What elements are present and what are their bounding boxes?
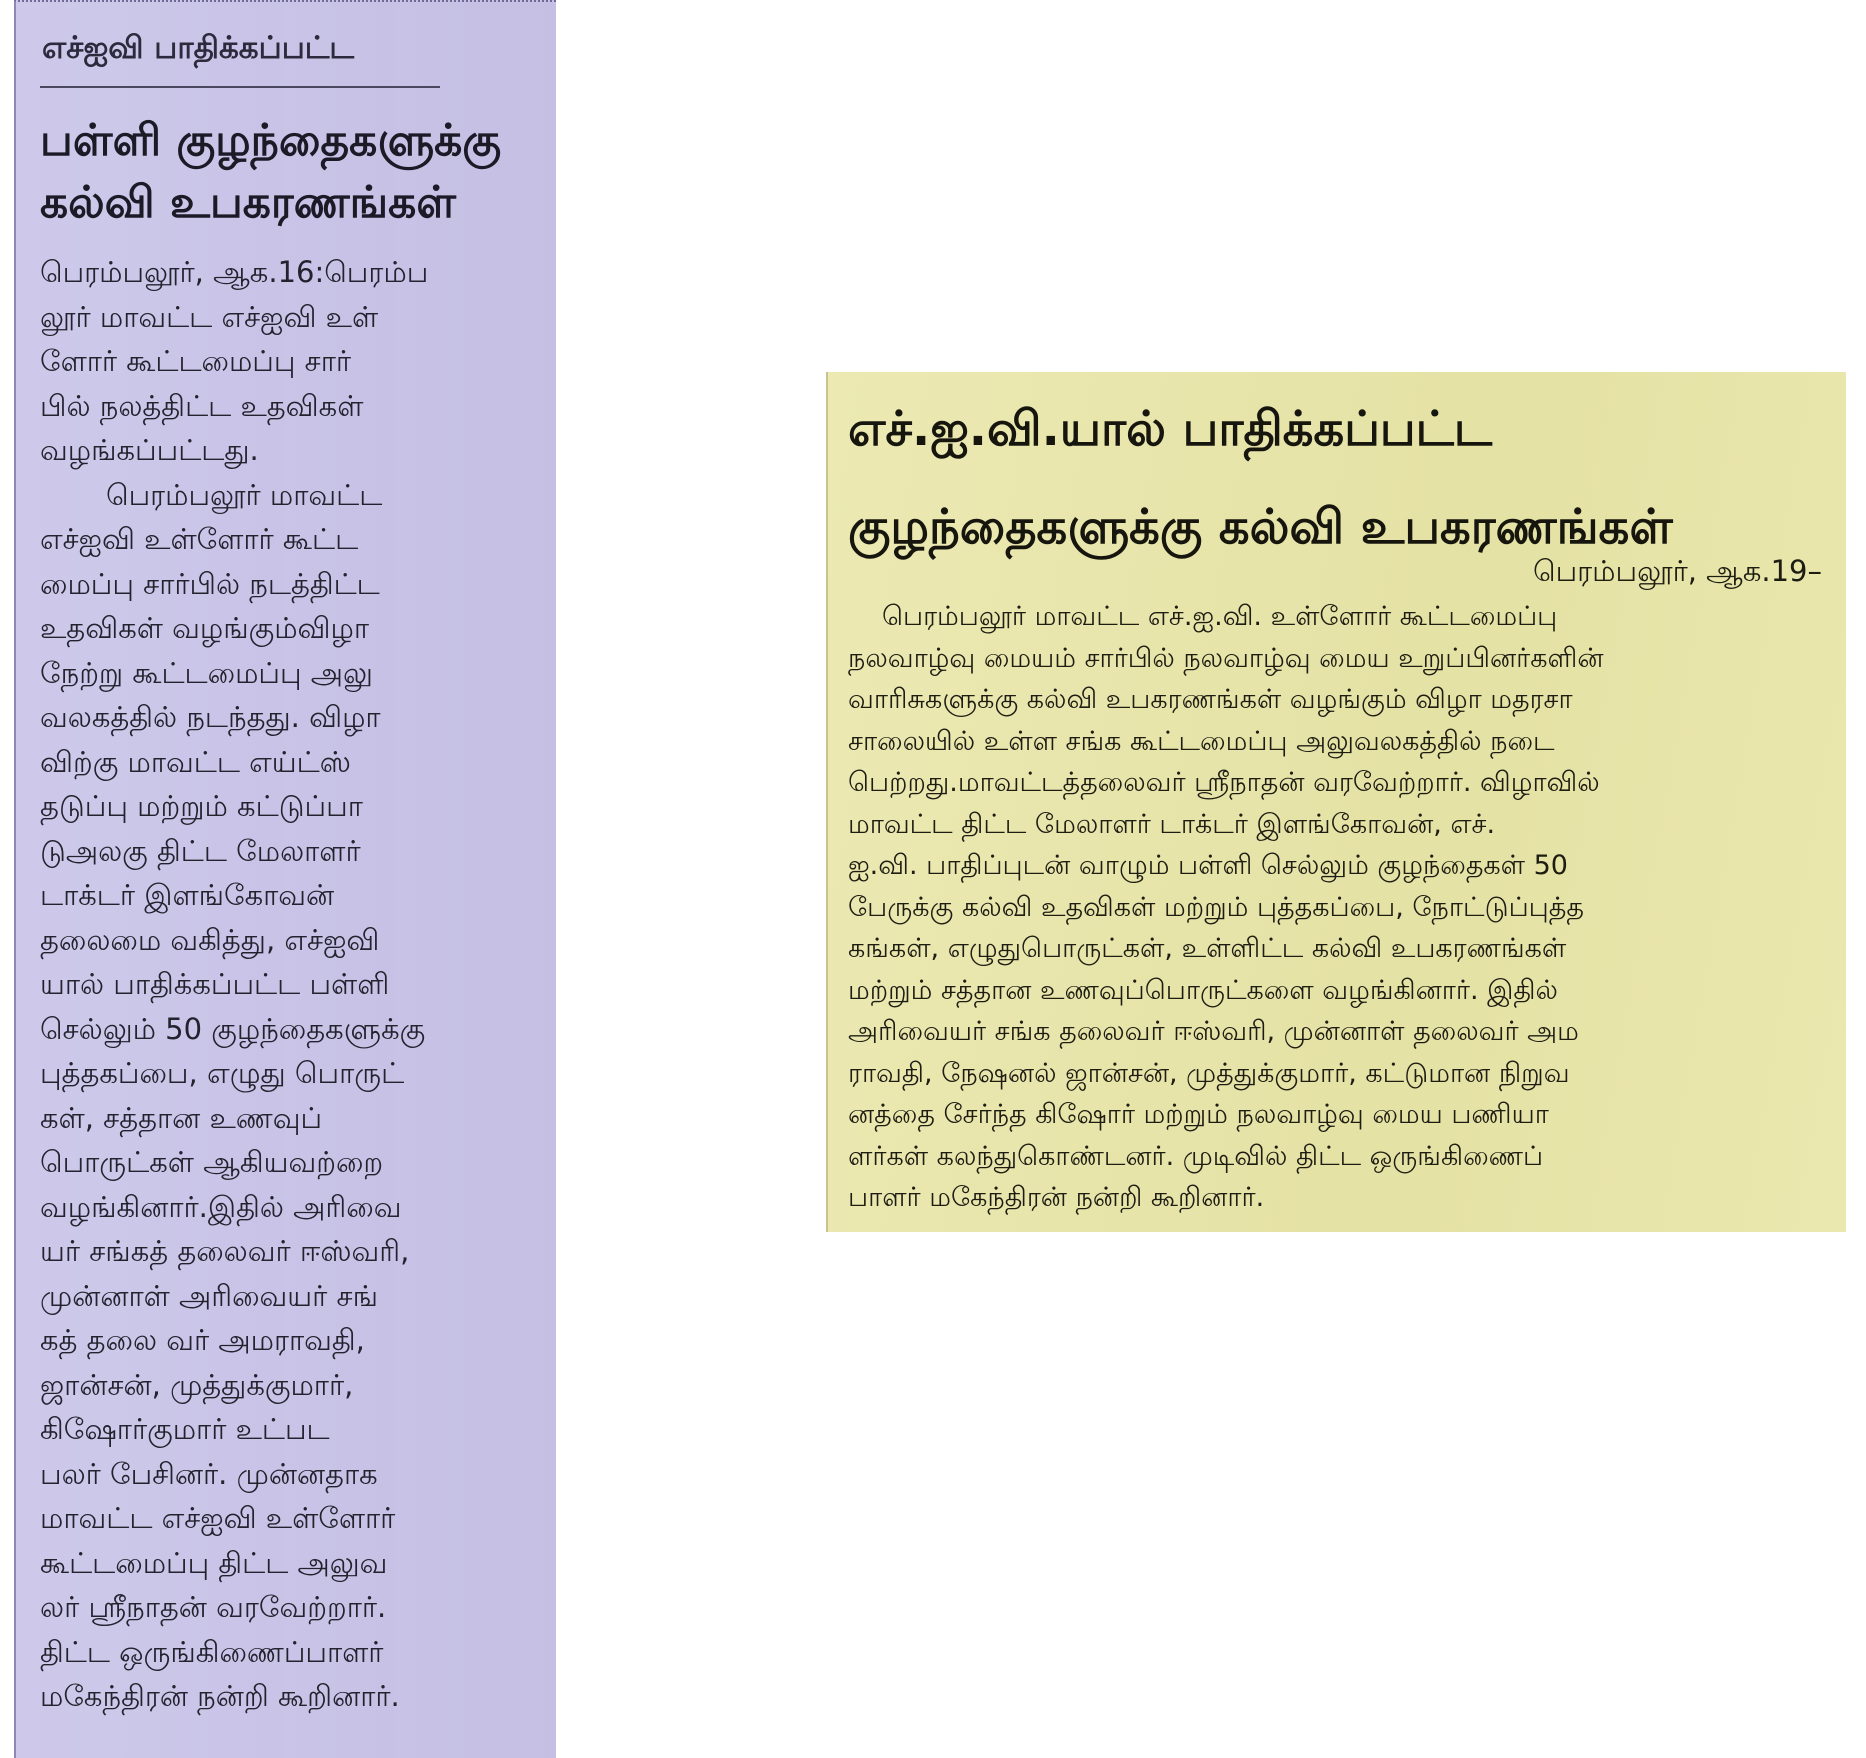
right-body-line: பெற்றது.மாவட்டத்தலைவர் ஸ்ரீநாதன் வரவேற்றார். விழாவில் bbox=[848, 767, 1600, 798]
left-body-line: மகேந்திரன் நன்றி கூறினார். bbox=[40, 1679, 400, 1713]
left-body-line: கள், சத்தான உணவுப் bbox=[40, 1100, 323, 1135]
left-body-line: லூர் மாவட்ட எச்ஐவி உள் bbox=[40, 299, 379, 334]
left-body-line: விற்கு மாவட்ட எய்ட்ஸ் bbox=[40, 744, 351, 779]
left-body-line: லர் ஸ்ரீநாதன் வரவேற்றார். bbox=[40, 1590, 387, 1624]
right-body-line: பாளர் மகேந்திரன் நன்றி கூறினார். bbox=[848, 1182, 1265, 1213]
left-kicker-rule bbox=[40, 86, 440, 88]
right-news-clipping bbox=[826, 372, 1846, 1232]
left-body-line: உதவிகள் வழங்கும்விழா bbox=[40, 611, 370, 645]
left-body-line: புத்தகப்பை, எழுது பொருட் bbox=[40, 1056, 405, 1090]
right-body-line: மற்றும் சத்தான உணவுப்பொருட்களை வழங்கினார். இதில் bbox=[848, 974, 1558, 1006]
right-body-line: ஐ.வி. பாதிப்புடன் வாழும் பள்ளி செல்லும் குழந்தைகள் 50 bbox=[848, 850, 1568, 881]
right-headline-line: எச்.ஐ.வி.யால் பாதிக்கப்பட்ட bbox=[848, 401, 1493, 457]
left-body-line: தடுப்பு மற்றும் கட்டுப்பா bbox=[40, 789, 363, 823]
right-article-body bbox=[848, 596, 1838, 1219]
right-body-line: ராவதி, நேஷனல் ஜான்சன், முத்துக்குமார், கட்டுமான நிறுவ bbox=[848, 1057, 1570, 1089]
left-body-line: கத் தலை வர் அமராவதி, bbox=[40, 1323, 365, 1357]
left-body-line: முன்னாள் அரிவையர் சங் bbox=[40, 1278, 378, 1313]
left-body-line: டுஅலகு திட்ட மேலாளர் bbox=[40, 833, 361, 868]
left-body-line: தலைமை வகித்து, எச்ஐவி bbox=[40, 922, 380, 957]
left-body-line: ஜான்சன், முத்துக்குமார், bbox=[40, 1367, 354, 1402]
left-body-line: கிஷோர்குமார் உட்பட bbox=[40, 1412, 330, 1446]
left-kicker: எச்ஐவி பாதிக்கப்பட்ட bbox=[42, 30, 355, 66]
left-body-line: பலர் பேசினர். முன்னதாக bbox=[40, 1456, 378, 1491]
right-body-line: மாவட்ட திட்ட மேலாளர் டாக்டர் இளங்கோவன், எச். bbox=[848, 808, 1496, 840]
right-body-line: நலவாழ்வு மையம் சார்பில் நலவாழ்வு மைய உறுப்பினர்களின் bbox=[848, 642, 1604, 674]
left-body-line: பெரம்பலூர், ஆக.16:பெரம்ப bbox=[40, 255, 429, 289]
left-body-line: திட்ட ஒருங்கிணைப்பாளர் bbox=[40, 1634, 384, 1669]
left-headline: பள்ளி குழந்தைகளுக்கு கல்வி உபகரணங்கள் bbox=[40, 115, 502, 228]
left-body-line: வலகத்தில் நடந்தது. விழா bbox=[40, 700, 381, 734]
right-body-line: அரிவையர் சங்க தலைவர் ஈஸ்வரி, முன்னாள் தலைவர் அம bbox=[848, 1016, 1579, 1047]
right-body-line: வாரிசுகளுக்கு கல்வி உபகரணங்கள் வழங்கும் விழா மதரசா bbox=[848, 684, 1573, 715]
right-headline bbox=[848, 380, 1838, 576]
left-body-line: மைப்பு சார்பில் நடத்திட்ட bbox=[40, 566, 380, 601]
left-article-body bbox=[40, 250, 532, 1719]
right-headline-line: குழந்தைகளுக்கு கல்வி உபகரணங்கள் bbox=[848, 499, 1673, 555]
right-body-line: ளர்கள் கலந்துகொண்டனர். முடிவில் திட்ட ஒருங்கிணைப் bbox=[848, 1140, 1544, 1172]
left-body-line: மாவட்ட எச்ஐவி உள்ளோர் bbox=[40, 1501, 396, 1535]
right-body-line: னத்தை சேர்ந்த கிஷோர் மற்றும் நலவாழ்வு மைய பணியா bbox=[848, 1099, 1549, 1130]
left-body-line: ளோர் கூட்டமைப்பு சார் bbox=[40, 344, 352, 378]
right-body-line: சாலையில் உள்ள சங்க கூட்டமைப்பு அலுவலகத்தில் நடை bbox=[848, 725, 1555, 757]
left-body-line: நேற்று கூட்டமைப்பு அலு bbox=[40, 655, 373, 690]
left-body-line: டாக்டர் இளங்கோவன் bbox=[40, 878, 335, 912]
left-body-line: வழங்கப்பட்டது. bbox=[40, 433, 259, 467]
left-body-line: செல்லும் 50 குழந்தைகளுக்கு bbox=[40, 1011, 426, 1046]
left-body-line: எச்ஐவி உள்ளோர் கூட்ட bbox=[40, 522, 359, 556]
left-body-line: கூட்டமைப்பு திட்ட அலுவ bbox=[40, 1545, 388, 1580]
right-body-line: பெரம்பலூர் மாவட்ட எச்.ஐ.வி. உள்ளோர் கூட்டமைப்பு bbox=[882, 601, 1558, 632]
right-body-line: கங்கள், எழுதுபொருட்கள், உள்ளிட்ட கல்வி உபகரணங்கள் bbox=[848, 933, 1567, 964]
left-body-line: யர் சங்கத் தலைவர் ஈஸ்வரி, bbox=[40, 1234, 410, 1268]
left-body-line: பெரம்பலூர் மாவட்ட bbox=[106, 477, 383, 512]
left-body-line: யால் பாதிக்கப்பட்ட பள்ளி bbox=[40, 967, 390, 1001]
left-news-clipping bbox=[14, 0, 556, 1758]
right-dateline: பெரம்பலூர், ஆக.19– bbox=[1533, 554, 1822, 588]
left-body-line: வழங்கினார்.இதில் அரிவை bbox=[40, 1189, 402, 1224]
left-body-line: பொருட்கள் ஆகியவற்றை bbox=[40, 1145, 384, 1179]
left-body-line: பில் நலத்திட்ட உதவிகள் bbox=[40, 388, 364, 423]
right-body-line: பேருக்கு கல்வி உதவிகள் மற்றும் புத்தகப்பை, நோட்டுப்புத்த bbox=[848, 891, 1584, 923]
